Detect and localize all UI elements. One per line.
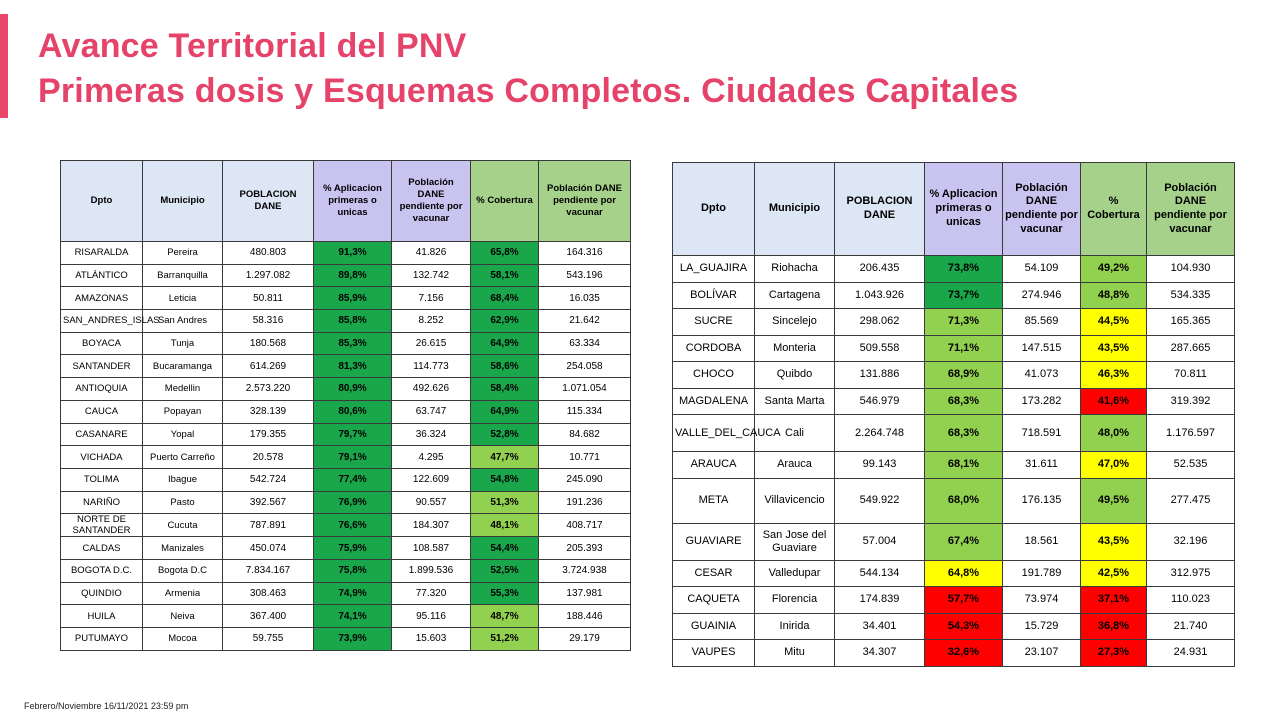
cell-cobertura: 58,4% [471, 378, 539, 401]
cell-cobertura: 64,9% [471, 400, 539, 423]
header-municipio: Municipio [755, 163, 835, 256]
cell-pendiente2: 137.981 [539, 582, 631, 605]
cell-cobertura: 48,0% [1081, 415, 1147, 452]
table-row [61, 491, 631, 514]
cell-pendiente1: 18.561 [1003, 523, 1081, 560]
table-row [61, 242, 631, 265]
cell-dpto: SAN_ANDRES_ISLAS [61, 310, 143, 333]
cell-aplicacion: 73,8% [925, 256, 1003, 283]
cell-pendiente1: 184.307 [392, 514, 471, 537]
cell-pendiente2: 24.931 [1147, 640, 1235, 667]
cell-poblacion: 480.803 [223, 242, 314, 265]
cell-dpto: GUAVIARE [673, 523, 755, 560]
cell-pendiente2: 287.665 [1147, 335, 1235, 362]
cell-cobertura: 47,7% [471, 446, 539, 469]
cell-dpto: MAGDALENA [673, 388, 755, 415]
table-row [61, 628, 631, 651]
header-cobertura: % Cobertura [1081, 163, 1147, 256]
cell-cobertura: 62,9% [471, 310, 539, 333]
cell-dpto: CALDAS [61, 537, 143, 560]
cell-poblacion: 2.264.748 [835, 415, 925, 452]
cell-pendiente2: 319.392 [1147, 388, 1235, 415]
cell-dpto: BOGOTA D.C. [61, 559, 143, 582]
cell-aplicacion: 80,6% [314, 400, 392, 423]
cell-aplicacion: 79,7% [314, 423, 392, 446]
cell-dpto: RISARALDA [61, 242, 143, 265]
cell-cobertura: 41,6% [1081, 388, 1147, 415]
cell-poblacion: 99.143 [835, 452, 925, 479]
header-aplicacion: % Aplicacion primeras o unicas [314, 161, 392, 242]
cell-pendiente1: 85.569 [1003, 309, 1081, 336]
cell-cobertura: 68,4% [471, 287, 539, 310]
cell-pendiente2: 191.236 [539, 491, 631, 514]
cell-pendiente1: 4.295 [392, 446, 471, 469]
cell-poblacion: 7.834.167 [223, 559, 314, 582]
cell-pendiente1: 176.135 [1003, 478, 1081, 523]
cell-municipio: Inirida [755, 613, 835, 640]
cell-dpto: ATLÁNTICO [61, 264, 143, 287]
cell-pendiente1: 191.789 [1003, 560, 1081, 587]
header-aplicacion: % Aplicacion primeras o unicas [925, 163, 1003, 256]
header-dpto: Dpto [673, 163, 755, 256]
cell-pendiente1: 122.609 [392, 468, 471, 491]
header-row [61, 161, 631, 242]
cell-cobertura: 51,2% [471, 628, 539, 651]
cell-pendiente2: 534.335 [1147, 282, 1235, 309]
cell-cobertura: 58,6% [471, 355, 539, 378]
cell-dpto: VICHADA [61, 446, 143, 469]
cell-pendiente1: 8.252 [392, 310, 471, 333]
cell-poblacion: 392.567 [223, 491, 314, 514]
cell-pendiente2: 32.196 [1147, 523, 1235, 560]
right-coverage-table [672, 162, 1235, 667]
cell-dpto: CAQUETA [673, 587, 755, 614]
cell-municipio: Puerto Carreño [143, 446, 223, 469]
cell-poblacion: 367.400 [223, 605, 314, 628]
page-title [38, 24, 1018, 114]
cell-dpto: SUCRE [673, 309, 755, 336]
cell-cobertura: 46,3% [1081, 362, 1147, 389]
cell-pendiente1: 36.324 [392, 423, 471, 446]
cell-dpto: ARAUCA [673, 452, 755, 479]
cell-municipio: Leticia [143, 287, 223, 310]
cell-cobertura: 55,3% [471, 582, 539, 605]
table-row [61, 287, 631, 310]
table-row [673, 560, 1235, 587]
cell-pendiente2: 70.811 [1147, 362, 1235, 389]
cell-pendiente2: 16.035 [539, 287, 631, 310]
cell-pendiente1: 73.974 [1003, 587, 1081, 614]
cell-poblacion: 34.401 [835, 613, 925, 640]
cell-cobertura: 27,3% [1081, 640, 1147, 667]
cell-pendiente1: 95.116 [392, 605, 471, 628]
cell-pendiente1: 63.747 [392, 400, 471, 423]
cell-cobertura: 37,1% [1081, 587, 1147, 614]
cell-pendiente2: 312.975 [1147, 560, 1235, 587]
cell-pendiente1: 15.603 [392, 628, 471, 651]
cell-poblacion: 308.463 [223, 582, 314, 605]
table-row [61, 537, 631, 560]
cell-poblacion: 2.573.220 [223, 378, 314, 401]
cell-aplicacion: 89,8% [314, 264, 392, 287]
cell-pendiente1: 41.073 [1003, 362, 1081, 389]
table-row [61, 514, 631, 537]
cell-cobertura: 44,5% [1081, 309, 1147, 336]
header-pendiente-2: Población DANE pendiente por vacunar [1147, 163, 1235, 256]
cell-cobertura: 36,8% [1081, 613, 1147, 640]
title-line-2: Primeras dosis y Esquemas Completos. Ciudades Capitales [38, 72, 1019, 110]
cell-municipio: Florencia [755, 587, 835, 614]
cell-pendiente2: 245.090 [539, 468, 631, 491]
cell-pendiente1: 23.107 [1003, 640, 1081, 667]
cell-aplicacion: 68,3% [925, 388, 1003, 415]
cell-municipio: Pasto [143, 491, 223, 514]
cell-municipio: Pereira [143, 242, 223, 265]
cell-poblacion: 1.043.926 [835, 282, 925, 309]
cell-aplicacion: 73,7% [925, 282, 1003, 309]
header-poblacion: POBLACION DANE [223, 161, 314, 242]
cell-municipio: Ibague [143, 468, 223, 491]
cell-aplicacion: 77,4% [314, 468, 392, 491]
cell-dpto: CHOCO [673, 362, 755, 389]
cell-poblacion: 544.134 [835, 560, 925, 587]
table-row [673, 282, 1235, 309]
cell-pendiente2: 1.071.054 [539, 378, 631, 401]
cell-dpto: GUAINIA [673, 613, 755, 640]
cell-pendiente1: 173.282 [1003, 388, 1081, 415]
cell-pendiente2: 29.179 [539, 628, 631, 651]
cell-pendiente2: 52.535 [1147, 452, 1235, 479]
cell-municipio: Cucuta [143, 514, 223, 537]
cell-cobertura: 48,7% [471, 605, 539, 628]
cell-pendiente2: 277.475 [1147, 478, 1235, 523]
cell-aplicacion: 74,1% [314, 605, 392, 628]
cell-pendiente1: 15.729 [1003, 613, 1081, 640]
cell-poblacion: 59.755 [223, 628, 314, 651]
cell-aplicacion: 76,9% [314, 491, 392, 514]
cell-pendiente2: 1.176.597 [1147, 415, 1235, 452]
cell-dpto: BOYACA [61, 332, 143, 355]
cell-dpto: AMAZONAS [61, 287, 143, 310]
cell-cobertura: 43,5% [1081, 523, 1147, 560]
cell-cobertura: 52,5% [471, 559, 539, 582]
cell-municipio: Santa Marta [755, 388, 835, 415]
cell-pendiente1: 114.773 [392, 355, 471, 378]
cell-poblacion: 549.922 [835, 478, 925, 523]
cell-pendiente2: 205.393 [539, 537, 631, 560]
cell-aplicacion: 79,1% [314, 446, 392, 469]
cell-municipio: Popayan [143, 400, 223, 423]
cell-aplicacion: 71,1% [925, 335, 1003, 362]
cell-dpto: CAUCA [61, 400, 143, 423]
cell-poblacion: 542.724 [223, 468, 314, 491]
cell-poblacion: 50.811 [223, 287, 314, 310]
table-row [673, 640, 1235, 667]
cell-dpto: NORTE DE SANTANDER [61, 514, 143, 537]
cell-municipio: Barranquilla [143, 264, 223, 287]
cell-dpto: HUILA [61, 605, 143, 628]
cell-dpto: TOLIMA [61, 468, 143, 491]
cell-pendiente1: 31.611 [1003, 452, 1081, 479]
cell-dpto: VALLE_DEL_CAUCA [673, 415, 755, 452]
table-row [673, 309, 1235, 336]
cell-pendiente2: 21.740 [1147, 613, 1235, 640]
header-pendiente-1: Población DANE pendiente por vacunar [392, 161, 471, 242]
cell-aplicacion: 85,9% [314, 287, 392, 310]
cell-cobertura: 43,5% [1081, 335, 1147, 362]
cell-pendiente1: 77.320 [392, 582, 471, 605]
cell-poblacion: 787.891 [223, 514, 314, 537]
cell-dpto: ANTIOQUIA [61, 378, 143, 401]
cell-municipio: Manizales [143, 537, 223, 560]
cell-aplicacion: 75,8% [314, 559, 392, 582]
cell-poblacion: 174.839 [835, 587, 925, 614]
table-row [673, 452, 1235, 479]
table-row [61, 446, 631, 469]
cell-cobertura: 51,3% [471, 491, 539, 514]
cell-aplicacion: 81,3% [314, 355, 392, 378]
cell-municipio: Quibdo [755, 362, 835, 389]
table-row [61, 264, 631, 287]
cell-pendiente2: 254.058 [539, 355, 631, 378]
cell-aplicacion: 76,6% [314, 514, 392, 537]
cell-aplicacion: 80,9% [314, 378, 392, 401]
table-row [61, 355, 631, 378]
cell-aplicacion: 75,9% [314, 537, 392, 560]
cell-cobertura: 49,5% [1081, 478, 1147, 523]
cell-pendiente2: 165.365 [1147, 309, 1235, 336]
cell-pendiente2: 63.334 [539, 332, 631, 355]
cell-cobertura: 42,5% [1081, 560, 1147, 587]
cell-pendiente2: 10.771 [539, 446, 631, 469]
cell-pendiente2: 188.446 [539, 605, 631, 628]
cell-cobertura: 54,4% [471, 537, 539, 560]
cell-pendiente2: 115.334 [539, 400, 631, 423]
cell-pendiente1: 132.742 [392, 264, 471, 287]
cell-aplicacion: 54,3% [925, 613, 1003, 640]
cell-municipio: Neiva [143, 605, 223, 628]
table-row [673, 335, 1235, 362]
cell-municipio: Bogota D.C [143, 559, 223, 582]
cell-pendiente2: 164.316 [539, 242, 631, 265]
title-line-1: Avance Territorial del PNV [38, 27, 467, 65]
table-row [61, 378, 631, 401]
cell-pendiente2: 543.196 [539, 264, 631, 287]
table-row [673, 587, 1235, 614]
cell-dpto: CORDOBA [673, 335, 755, 362]
cell-pendiente1: 718.591 [1003, 415, 1081, 452]
cell-cobertura: 47,0% [1081, 452, 1147, 479]
cell-poblacion: 509.558 [835, 335, 925, 362]
table-row [673, 523, 1235, 560]
cell-aplicacion: 32,6% [925, 640, 1003, 667]
cell-municipio: Tunja [143, 332, 223, 355]
cell-pendiente2: 84.682 [539, 423, 631, 446]
cell-aplicacion: 64,8% [925, 560, 1003, 587]
cell-dpto: LA_GUAJIRA [673, 256, 755, 283]
cell-municipio: Cali [755, 415, 835, 452]
table-row [61, 468, 631, 491]
cell-poblacion: 1.297.082 [223, 264, 314, 287]
cell-municipio: Arauca [755, 452, 835, 479]
cell-poblacion: 206.435 [835, 256, 925, 283]
header-cobertura: % Cobertura [471, 161, 539, 242]
cell-aplicacion: 85,3% [314, 332, 392, 355]
cell-poblacion: 298.062 [835, 309, 925, 336]
cell-pendiente1: 1.899.536 [392, 559, 471, 582]
cell-poblacion: 131.886 [835, 362, 925, 389]
cell-municipio: Monteria [755, 335, 835, 362]
table-row [673, 478, 1235, 523]
cell-pendiente1: 90.557 [392, 491, 471, 514]
table-row [673, 613, 1235, 640]
header-poblacion: POBLACION DANE [835, 163, 925, 256]
table-row [61, 423, 631, 446]
cell-dpto: NARIÑO [61, 491, 143, 514]
cell-cobertura: 49,2% [1081, 256, 1147, 283]
cell-dpto: SANTANDER [61, 355, 143, 378]
cell-municipio: Villavicencio [755, 478, 835, 523]
cell-poblacion: 58.316 [223, 310, 314, 333]
cell-aplicacion: 67,4% [925, 523, 1003, 560]
header-row [673, 163, 1235, 256]
cell-municipio: Riohacha [755, 256, 835, 283]
table-row [61, 400, 631, 423]
cell-poblacion: 20.578 [223, 446, 314, 469]
cell-municipio: San Andres [143, 310, 223, 333]
table-row [61, 605, 631, 628]
cell-cobertura: 48,1% [471, 514, 539, 537]
table-row [61, 310, 631, 333]
cell-pendiente2: 110.023 [1147, 587, 1235, 614]
cell-pendiente1: 26.615 [392, 332, 471, 355]
cell-dpto: CASANARE [61, 423, 143, 446]
cell-pendiente2: 408.717 [539, 514, 631, 537]
cell-aplicacion: 71,3% [925, 309, 1003, 336]
cell-municipio: Armenia [143, 582, 223, 605]
cell-cobertura: 54,8% [471, 468, 539, 491]
cell-dpto: VAUPES [673, 640, 755, 667]
table-row [673, 388, 1235, 415]
cell-aplicacion: 68,0% [925, 478, 1003, 523]
table-row [673, 362, 1235, 389]
cell-aplicacion: 68,9% [925, 362, 1003, 389]
cell-municipio: Bucaramanga [143, 355, 223, 378]
cell-aplicacion: 68,3% [925, 415, 1003, 452]
cell-poblacion: 180.568 [223, 332, 314, 355]
cell-pendiente2: 3.724.938 [539, 559, 631, 582]
cell-municipio: Mitu [755, 640, 835, 667]
cell-aplicacion: 73,9% [314, 628, 392, 651]
cell-dpto: META [673, 478, 755, 523]
cell-municipio: Sincelejo [755, 309, 835, 336]
cell-aplicacion: 85,8% [314, 310, 392, 333]
header-pendiente-2: Población DANE pendiente por vacunar [539, 161, 631, 242]
table-row [673, 256, 1235, 283]
header-dpto: Dpto [61, 161, 143, 242]
cell-pendiente1: 492.626 [392, 378, 471, 401]
cell-aplicacion: 91,3% [314, 242, 392, 265]
cell-dpto: PUTUMAYO [61, 628, 143, 651]
cell-poblacion: 57.004 [835, 523, 925, 560]
cell-dpto: CESAR [673, 560, 755, 587]
cell-pendiente1: 274.946 [1003, 282, 1081, 309]
cell-pendiente1: 41.826 [392, 242, 471, 265]
cell-cobertura: 58,1% [471, 264, 539, 287]
accent-bar [0, 14, 8, 118]
cell-pendiente1: 108.587 [392, 537, 471, 560]
cell-pendiente2: 104.930 [1147, 256, 1235, 283]
cell-pendiente1: 147.515 [1003, 335, 1081, 362]
cell-municipio: Cartagena [755, 282, 835, 309]
cell-municipio: Medellin [143, 378, 223, 401]
cell-dpto: BOLÍVAR [673, 282, 755, 309]
cell-poblacion: 450.074 [223, 537, 314, 560]
cell-cobertura: 64,9% [471, 332, 539, 355]
cell-municipio: Mocoa [143, 628, 223, 651]
cell-cobertura: 48,8% [1081, 282, 1147, 309]
cell-poblacion: 546.979 [835, 388, 925, 415]
cell-dpto: QUINDIO [61, 582, 143, 605]
cell-municipio: Valledupar [755, 560, 835, 587]
cell-poblacion: 179.355 [223, 423, 314, 446]
cell-pendiente2: 21.642 [539, 310, 631, 333]
header-pendiente-1: Población DANE pendiente por vacunar [1003, 163, 1081, 256]
table-row [61, 332, 631, 355]
cell-poblacion: 614.269 [223, 355, 314, 378]
left-coverage-table [60, 160, 631, 651]
header-municipio: Municipio [143, 161, 223, 242]
cell-aplicacion: 68,1% [925, 452, 1003, 479]
cell-poblacion: 34.307 [835, 640, 925, 667]
cell-municipio: Yopal [143, 423, 223, 446]
table-row [61, 559, 631, 582]
footer-timestamp: Febrero/Noviembre 16/11/2021 23:59 pm [24, 701, 189, 711]
cell-aplicacion: 74,9% [314, 582, 392, 605]
cell-cobertura: 65,8% [471, 242, 539, 265]
table-row [61, 582, 631, 605]
cell-aplicacion: 57,7% [925, 587, 1003, 614]
cell-municipio: San Jose del Guaviare [755, 523, 835, 560]
cell-cobertura: 52,8% [471, 423, 539, 446]
cell-pendiente1: 7.156 [392, 287, 471, 310]
cell-pendiente1: 54.109 [1003, 256, 1081, 283]
table-row [673, 415, 1235, 452]
cell-poblacion: 328.139 [223, 400, 314, 423]
